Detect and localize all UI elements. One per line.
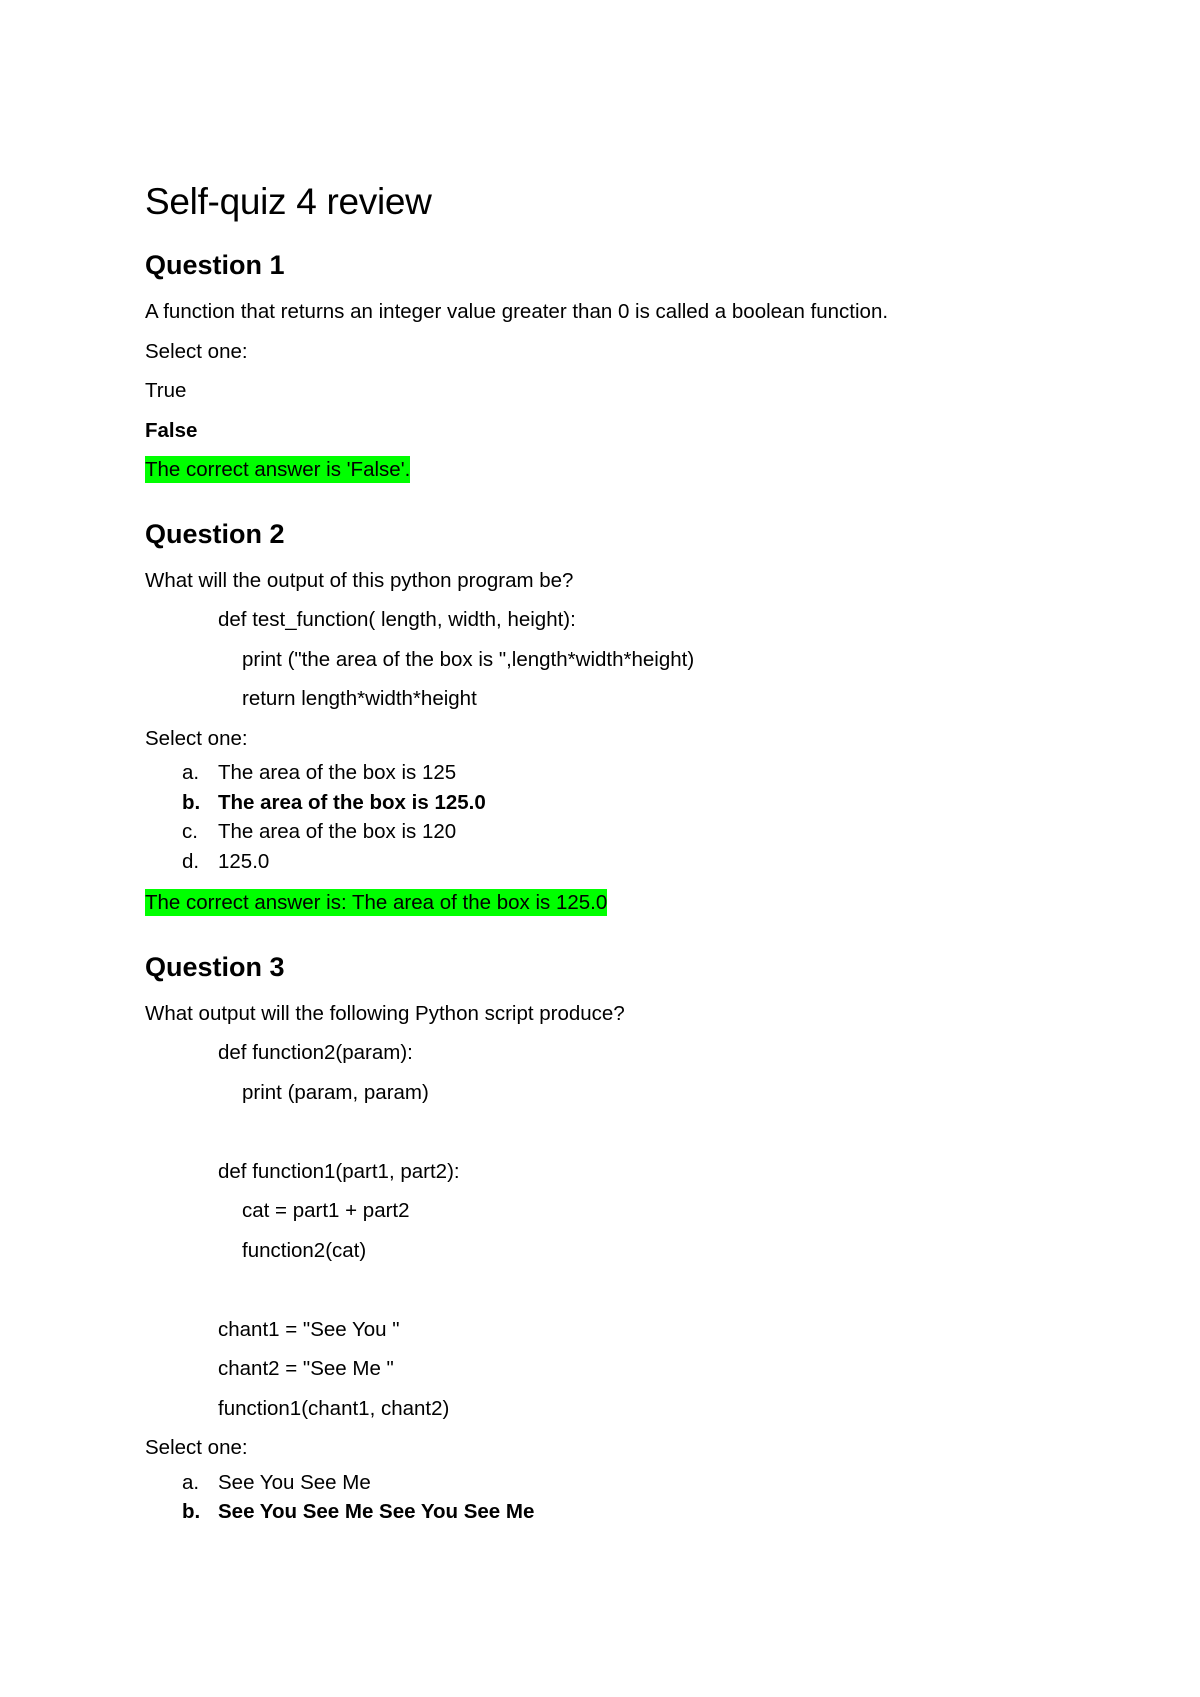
code-line: chant1 = "See You "	[218, 1317, 400, 1341]
code-line: print ("the area of the box is ",length*width*height)	[242, 647, 695, 671]
option-c	[145, 817, 1100, 847]
option-d	[145, 847, 1100, 877]
question-prompt: What output will the following Python script produce?	[145, 1001, 625, 1025]
question-prompt: What will the output of this python program be?	[145, 568, 574, 592]
option-list	[145, 1468, 1100, 1527]
code-line: cat = part1 + part2	[242, 1199, 410, 1222]
correct-answer: The correct answer is 'False'.	[145, 458, 411, 481]
question-heading: Question 1	[145, 250, 285, 280]
option-text: See You See Me See You See Me	[218, 1500, 535, 1523]
blank-line	[145, 1270, 1100, 1310]
option-letter: a.	[182, 1470, 200, 1494]
correct-answer: The correct answer is: The area of the box is 125.0	[145, 891, 608, 914]
choice-true: True	[145, 379, 187, 402]
code-line: print (param, param)	[242, 1080, 429, 1104]
option-list	[145, 758, 1100, 876]
select-label: Select one:	[145, 726, 248, 750]
option-a	[145, 1468, 1100, 1498]
code-line: chant2 = "See Me "	[218, 1357, 394, 1380]
page-title: Self-quiz 4 review	[145, 181, 432, 222]
option-letter: a.	[182, 761, 200, 784]
option-text: The area of the box is 125.0	[218, 790, 486, 814]
option-letter: c.	[182, 820, 198, 843]
code-line: function1(chant1, chant2)	[218, 1396, 450, 1420]
code-line: function2(cat)	[242, 1238, 367, 1262]
select-label: Select one:	[145, 1436, 248, 1459]
question-prompt: A function that returns an integer value greater than 0 is called a boolean function.	[145, 300, 889, 323]
code-line: def test_function( length, width, height):	[218, 608, 576, 631]
option-letter: b.	[182, 1500, 201, 1523]
option-letter: b.	[182, 790, 201, 814]
question-heading: Question 3	[145, 951, 285, 982]
code-line: def function2(param):	[218, 1041, 413, 1064]
option-letter: d.	[182, 849, 200, 873]
option-a	[145, 758, 1100, 788]
question-heading: Question 2	[145, 518, 285, 549]
option-text: The area of the box is 120	[218, 820, 457, 843]
code-line: def function1(part1, part2):	[218, 1159, 460, 1183]
option-text: 125.0	[218, 849, 270, 873]
option-text: See You See Me	[218, 1470, 371, 1494]
blank-line	[145, 1112, 1100, 1152]
option-b	[145, 788, 1100, 818]
question-2	[145, 517, 1100, 925]
option-b	[145, 1497, 1100, 1527]
answer-line	[145, 450, 1100, 492]
question-1	[145, 248, 1100, 492]
question-3	[145, 950, 1100, 1527]
select-label: Select one:	[145, 339, 248, 363]
choice-false: False	[145, 418, 198, 442]
answer-line	[145, 883, 1100, 925]
option-text: The area of the box is 125	[218, 761, 457, 784]
code-line: return length*width*height	[242, 687, 477, 710]
